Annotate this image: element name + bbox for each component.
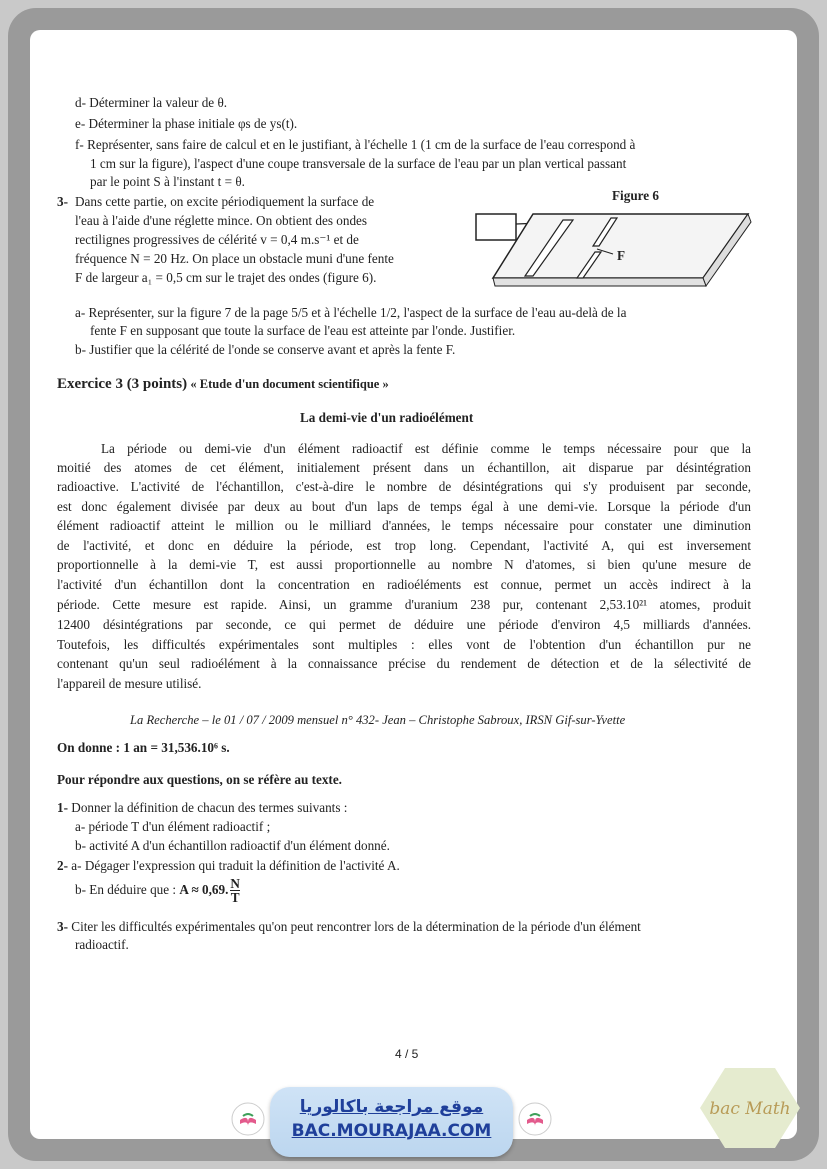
item-e [75, 115, 297, 133]
paragraph-line: Toutefois, les difficultés expérimentales sont multiples : elles vont de l'obtention d'un échantillon pur ne [57, 637, 751, 652]
question-2a: a- Dégager l'expression qui traduit la définition de l'activité A. [71, 858, 400, 873]
left-site-logo-icon [231, 1102, 265, 1136]
paragraph-line: est donc également divisée par deux au bout d'un laps de temps égal à une demi-vie. Lorsque la période d'un [57, 499, 751, 514]
question-1 [57, 799, 347, 817]
item-e-label: e- [75, 116, 86, 131]
part3-line-5: F de largeur a₁ = 0,5 cm sur le trajet des ondes (figure 6). [75, 270, 377, 285]
vibrator-box [476, 214, 516, 240]
exercise-header [57, 375, 389, 393]
right-site-logo-icon [518, 1102, 552, 1136]
question-3-number: 3- [57, 919, 68, 934]
item-d-text: Déterminer la valeur de θ. [89, 95, 228, 110]
part3-a-line-2: fente F en supposant que toute la surface de l'eau est atteinte par l'onde. Justifier. [90, 323, 516, 338]
item-d [75, 94, 227, 112]
site-banner[interactable] [270, 1087, 513, 1157]
exercise-subheading: « Etude d'un document scientifique » [190, 377, 389, 391]
part3-line-1: Dans cette partie, on excite périodiquement la surface de [75, 194, 375, 209]
paragraph-line: période. Cette mesure est rapide. Ainsi, un gramme d'uranium 238 pur, contenant 2,53.10²¹ atomes, produit [57, 597, 751, 612]
item-f-line-3: par le point S à l'instant t = θ. [90, 174, 245, 189]
paragraph-line: de l'activité, et donc en déduire la période, est trop long. Cependant, l'activité A, qui est inversement [57, 538, 751, 553]
tank-front [493, 278, 706, 286]
item-f-line-2: 1 cm sur la figure), l'aspect d'une coupe transversale de la surface de l'eau par un plan vertical passant [90, 156, 627, 171]
question-3 [57, 918, 641, 936]
paragraph-line: élément radioactif atteint le million ou le milliard d'années, le temps nécessaire pour constater une diminution [57, 518, 751, 533]
given-data: On donne : 1 an = 31,536.10⁶ s. [57, 740, 230, 755]
banner-arabic-title[interactable]: موقع مراجعة باكالوريا [299, 1097, 484, 1117]
exercise-title: La demi-vie d'un radioélément [300, 410, 474, 425]
bac-math-logo-text: bac Math [709, 1099, 791, 1119]
page-number: 4 / 5 [395, 1047, 419, 1061]
paragraph-line: moitié des atomes de cet élément, initialement présent dans un échantillon, ait disparue par désintégration [57, 460, 751, 475]
question-1a: a- période T d'un élément radioactif ; [75, 819, 271, 834]
item-d-label: d- [75, 95, 86, 110]
bac-math-logo [700, 1066, 800, 1150]
item-f-label: f- [75, 137, 84, 152]
question-2b-prefix: b- En déduire que : [75, 882, 177, 897]
fraction-denominator: T [230, 890, 240, 906]
book-icon [518, 1102, 552, 1136]
question-3-text-1: Citer les difficultés expérimentales qu'on peut rencontrer lors de la détermination de la période d'un élément [71, 919, 641, 934]
part3-a [75, 304, 626, 322]
part3-number: 3- [57, 194, 68, 209]
paragraph-line: radioactive. L'activité de l'échantillon, c'est-à-dire le nombre de désintégrations qui s'y produisent par seconde, [57, 479, 751, 494]
paragraph-line: l'activité d'un échantillon dont la concentration en radioéléments est connue, permet un accès indirect à la [57, 577, 751, 592]
part3-line-3: rectilignes progressives de célérité v = 0,4 m.s⁻¹ et de [75, 232, 359, 247]
paragraph-line: proportionnelle à la demi-vie T, est aussi proportionnelle au nombre N d'atomes, si bien qu'une mesure de [57, 557, 751, 572]
citation: La Recherche – le 01 / 07 / 2009 mensuel n° 432- Jean – Christophe Sabroux, IRSN Gif-sur-Yvette [130, 713, 626, 727]
question-1b: b- activité A d'un échantillon radioactif d'un élément donné. [75, 838, 390, 853]
figure-6-diagram [473, 186, 755, 291]
question-2b-formula: A ≈ 0,69. [179, 882, 229, 897]
figure-6-title: Figure 6 [612, 188, 660, 203]
part3-b-text: Justifier que la célérité de l'onde se conserve avant et après la fente F. [89, 342, 456, 357]
part3-a-text-1: Représenter, sur la figure 7 de la page 5/5 et à l'échelle 1/2, l'aspect de la surface de l'eau au-delà de la [88, 305, 627, 320]
banner-url-link[interactable]: BAC.MOURAJAA.COM [291, 1121, 492, 1141]
question-2b-fraction [230, 877, 240, 904]
item-e-text: Déterminer la phase initiale φs de ys(t). [88, 116, 298, 131]
item-f-text-1: Représenter, sans faire de calcul et en le justifiant, à l'échelle 1 (1 cm de la surface de l'eau correspond à [87, 137, 636, 152]
question-3-line-2: radioactif. [75, 937, 129, 952]
question-2 [57, 857, 400, 875]
paragraph-line: l'appareil de mesure utilisé. [57, 676, 202, 691]
question-1-number: 1- [57, 800, 68, 815]
paragraph-line: La période ou demi-vie d'un élément radioactif est définie comme le temps nécessaire pour que la [101, 441, 751, 456]
book-icon [231, 1102, 265, 1136]
part3-a-label: a- [75, 305, 86, 320]
instruction: Pour répondre aux questions, on se réfère au texte. [57, 772, 342, 787]
paragraph-line: contenant qu'un seul radioélément à la connaissance précise du rendement de détection et de la sélectivité de [57, 656, 751, 671]
exercise-heading: Exercice 3 (3 points) [57, 376, 188, 392]
figure-6-slit-label: F [617, 248, 626, 263]
fraction-numerator: N [230, 876, 240, 892]
item-f [75, 136, 635, 154]
question-1-text: Donner la définition de chacun des termes suivants : [71, 800, 348, 815]
part3-line-2: l'eau à l'aide d'une réglette mince. On obtient des ondes [75, 213, 368, 228]
part3-line-4: fréquence N = 20 Hz. On place un obstacle muni d'une fente [75, 251, 394, 266]
question-2-number: 2- [57, 858, 68, 873]
paragraph-line: 12400 désintégrations par seconde, ce qui permet de déduire une période d'environ 4,5 milliards d'années. [57, 617, 751, 632]
part3-b-label: b- [75, 342, 86, 357]
part3-b [75, 341, 455, 359]
question-2b [75, 876, 240, 904]
